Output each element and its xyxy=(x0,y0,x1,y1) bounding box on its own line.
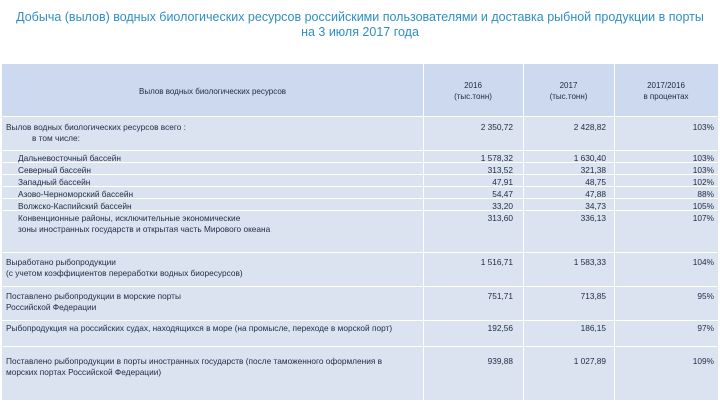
header-col-catch: Вылов водных биологических ресурсов xyxy=(138,87,287,96)
row-label: Вылов водных биологических ресурсов всего : xyxy=(6,122,186,132)
row-percent: 109% xyxy=(692,356,714,366)
row-value-2016: 33,20 xyxy=(492,201,513,211)
row-value-2016: 1 578,32 xyxy=(480,153,513,163)
title-line-2: на 3 июля 2017 года xyxy=(301,25,419,39)
row-sublabel: Российской Федерации xyxy=(6,302,97,312)
row-percent: 102% xyxy=(692,177,714,187)
row-value-2016: 939,88 xyxy=(487,356,513,366)
row-value-2016: 47,91 xyxy=(492,177,513,187)
row-sublabel: (с учетом коэффициентов переработки водных биоресурсов) xyxy=(6,268,243,278)
row-percent: 97% xyxy=(697,323,714,333)
row-divider xyxy=(2,186,718,187)
row-divider xyxy=(2,116,718,117)
header-col-ratio: 2017/2016 в процентах xyxy=(643,81,689,101)
data-table xyxy=(2,64,718,400)
row-divider xyxy=(2,174,718,175)
row-label: Рыбопродукция на российских судах, находящихся в море (на промысле, переходе в морской порт) xyxy=(6,323,393,333)
row-percent: 105% xyxy=(692,201,714,211)
row-sublabel: морских портах Российской Федерации) xyxy=(6,367,162,377)
row-value-2017: 321,38 xyxy=(580,165,606,175)
row-divider xyxy=(2,150,718,151)
row-value-2016: 192,56 xyxy=(487,323,513,333)
row-value-2016: 313,60 xyxy=(487,213,513,223)
row-value-2017: 186,15 xyxy=(580,323,606,333)
row-divider xyxy=(2,286,718,287)
row-value-2016: 1 516,71 xyxy=(480,257,513,267)
row-label: Поставлено рыбопродукции в порты иностранных государств (после таможенного оформления в xyxy=(6,356,383,366)
row-value-2017: 1 630,40 xyxy=(573,153,606,163)
row-value-2016: 751,71 xyxy=(487,291,513,301)
column-divider xyxy=(614,64,615,400)
row-percent: 103% xyxy=(692,165,714,175)
row-value-2017: 1 027,89 xyxy=(573,356,606,366)
title-line-1: Добыча (вылов) водных биологических ресурсов российскими пользователями и доставка рыбной продукции в порты xyxy=(16,10,704,24)
row-value-2017: 2 428,82 xyxy=(573,122,606,132)
page-title xyxy=(0,10,720,40)
row-value-2017: 713,85 xyxy=(580,291,606,301)
row-value-2017: 34,73 xyxy=(585,201,606,211)
row-label: Северный бассейн xyxy=(18,165,91,175)
row-divider xyxy=(2,346,718,347)
row-percent: 104% xyxy=(692,257,714,267)
row-value-2016: 54,47 xyxy=(492,189,513,199)
row-value-2016: 2 350,72 xyxy=(480,122,513,132)
row-percent: 103% xyxy=(692,153,714,163)
column-divider xyxy=(523,64,524,400)
row-sublabel: в том числе: xyxy=(32,133,80,143)
row-label: Волжско-Каспийский бассейн xyxy=(18,201,132,211)
column-divider xyxy=(423,64,424,400)
row-label: Западный бассейн xyxy=(18,177,91,187)
row-value-2017: 47,88 xyxy=(585,189,606,199)
row-label: Азово-Черноморский бассейн xyxy=(18,189,134,199)
row-label: Конвенционные районы, исключительные экономические xyxy=(18,213,241,223)
row-label: Выработано рыбопродукции xyxy=(6,257,116,267)
header-col-2017: 2017 (тыс.тонн) xyxy=(549,81,588,101)
row-label: Поставлено рыбопродукции в морские порты xyxy=(6,291,181,301)
row-divider xyxy=(2,320,718,321)
row-divider xyxy=(2,252,718,253)
row-sublabel: зоны иностранных государств и открытая часть Мирового океана xyxy=(18,224,271,234)
row-value-2017: 1 583,33 xyxy=(573,257,606,267)
row-value-2016: 313,52 xyxy=(487,165,513,175)
row-percent: 95% xyxy=(697,291,714,301)
row-value-2017: 48,75 xyxy=(585,177,606,187)
row-percent: 88% xyxy=(697,189,714,199)
header-col-2016: 2016 (тыс.тонн) xyxy=(454,81,492,101)
row-label: Дальневосточный бассейн xyxy=(18,153,121,163)
row-percent: 103% xyxy=(692,122,714,132)
row-value-2017: 336,13 xyxy=(580,213,606,223)
row-percent: 107% xyxy=(692,213,714,223)
